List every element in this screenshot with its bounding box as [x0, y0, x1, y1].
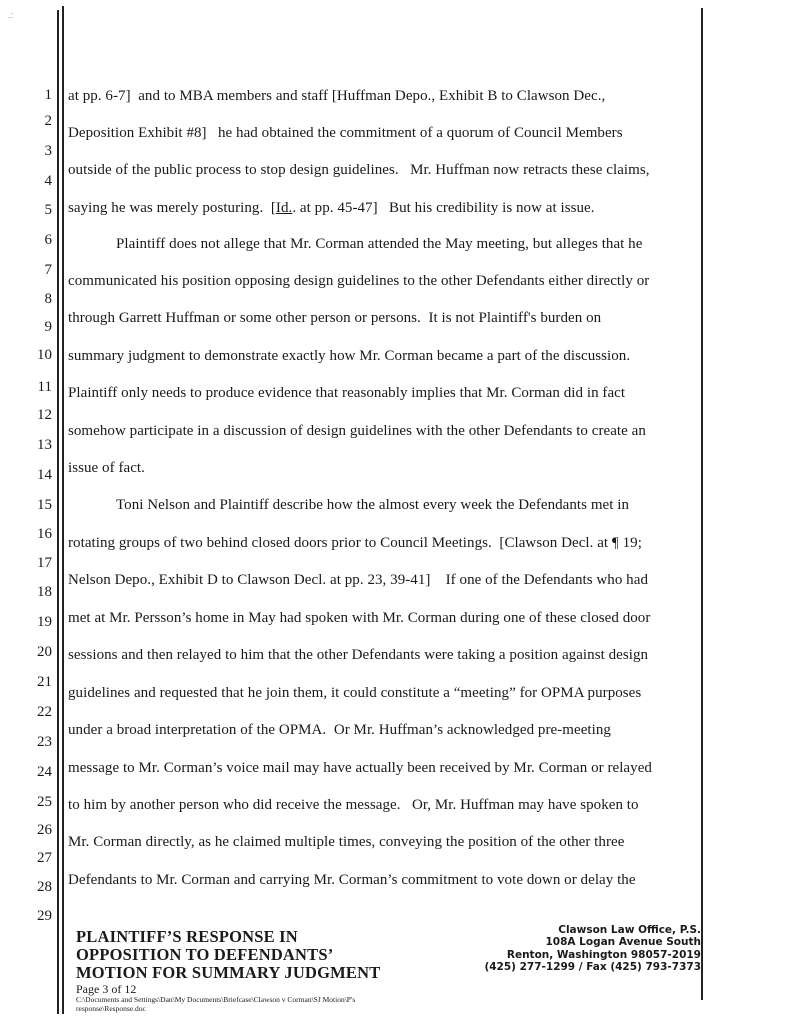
footer-title-line: MOTION FOR SUMMARY JUDGMENT	[76, 963, 381, 982]
line-number: 19	[37, 614, 52, 630]
line-number: 27	[37, 850, 52, 866]
body-line-paragraph-start: Toni Nelson and Plaintiff describe how the almost every week the Defendants met in	[116, 497, 630, 513]
line-number: 7	[44, 262, 52, 278]
body-line: Defendants to Mr. Corman and carrying Mr. Corman’s commitment to vote down or delay the	[68, 872, 636, 888]
line-number: 24	[37, 764, 52, 780]
line-number: 16	[37, 526, 52, 542]
line-number: 23	[37, 734, 52, 750]
line-number: 13	[37, 437, 52, 453]
body-line: Deposition Exhibit #8] he had obtained the commitment of a quorum of Council Members	[68, 125, 623, 141]
body-line-end: . at pp. 45-47] But his credibility is now at issue.	[292, 200, 595, 216]
line-number: 18	[37, 584, 52, 600]
line-number: 11	[37, 379, 52, 395]
footer-title-line: PLAINTIFF’S RESPONSE IN	[76, 927, 298, 946]
firm-city: Renton, Washington 98057-2019	[506, 948, 701, 961]
citation-id: Id.	[275, 200, 293, 216]
line-number: 1	[44, 87, 52, 103]
body-line: through Garrett Huffman or some other person or persons. It is not Plaintiff's burden on	[68, 310, 602, 326]
line-number: 29	[37, 908, 52, 924]
line-number: 17	[37, 555, 52, 571]
line-number: 15	[37, 497, 52, 513]
body-line: met at Mr. Persson’s home in May had spoken with Mr. Corman during one of these closed door	[68, 610, 651, 626]
body-line	[68, 201, 595, 216]
footer-page-number: Page 3 of 12	[76, 982, 137, 996]
body-line: rotating groups of two behind closed doors prior to Council Meetings. [Clawson Decl. at ¶ 19;	[68, 535, 642, 551]
line-number: 8	[44, 291, 52, 307]
body-line: sessions and then relayed to him that the other Defendants were taking a position against design	[68, 647, 649, 663]
scan-mark: .:	[8, 10, 14, 20]
line-number: 9	[44, 319, 52, 335]
body-line: under a broad interpretation of the OPMA. Or Mr. Huffman’s acknowledged pre-meeting	[68, 722, 611, 738]
body-line: Mr. Corman directly, as he claimed multiple times, conveying the position of the other three	[68, 834, 625, 850]
body-line: issue of fact.	[68, 460, 145, 476]
body-line: to him by another person who did receive the message. Or, Mr. Huffman may have spoken to	[68, 797, 639, 813]
line-number: 4	[44, 173, 52, 189]
line-number: 5	[44, 202, 52, 218]
line-number: 3	[44, 143, 52, 159]
firm-phone: (425) 277-1299 / Fax (425) 793-7373	[484, 960, 701, 973]
line-number: 10	[37, 347, 52, 363]
line-number: 26	[37, 822, 52, 838]
line-number: 25	[37, 794, 52, 810]
body-line: Nelson Depo., Exhibit D to Clawson Decl. at pp. 23, 39-41] If one of the Defendants who had	[68, 572, 648, 588]
line-number: 12	[37, 407, 52, 423]
right-margin-rule	[701, 8, 703, 1000]
footer-document-title	[76, 928, 380, 982]
body-line: somehow participate in a discussion of design guidelines with the other Defendants to create an	[68, 423, 646, 439]
body-line: communicated his position opposing design guidelines to the other Defendants either directly or	[68, 273, 650, 289]
body-line: Plaintiff only needs to produce evidence that reasonably implies that Mr. Corman did in fact	[68, 385, 626, 401]
body-line: outside of the public process to stop design guidelines. Mr. Huffman now retracts these claims,	[68, 162, 650, 178]
footer-firm-address	[484, 924, 701, 973]
body-line: summary judgment to demonstrate exactly how Mr. Corman became a part of the discussion.	[68, 348, 631, 364]
left-margin-rule-inner	[62, 6, 64, 1014]
body-line-paragraph-start: Plaintiff does not allege that Mr. Corman attended the May meeting, but alleges that he	[116, 236, 643, 252]
line-number: 6	[44, 232, 52, 248]
left-margin-rule-outer	[57, 10, 59, 1014]
line-number: 20	[37, 644, 52, 660]
line-number: 14	[37, 467, 52, 483]
body-line-start: saying he was merely posturing. [	[68, 200, 276, 216]
body-line: guidelines and requested that he join them, it could constitute a “meeting” for OPMA purposes	[68, 685, 642, 701]
firm-street: 108A Logan Avenue South	[545, 936, 701, 949]
line-number: 28	[37, 879, 52, 895]
line-number: 2	[44, 113, 52, 129]
footer-title-line: OPPOSITION TO DEFENDANTS’	[76, 945, 334, 964]
line-number: 22	[37, 704, 52, 720]
body-line: message to Mr. Corman’s voice mail may have actually been received by Mr. Corman or relayed	[68, 760, 652, 776]
firm-name: Clawson Law Office, P.S.	[558, 924, 701, 936]
line-number: 21	[37, 674, 52, 690]
footer-file-path: C:\Documents and Settings\Dan\My Documents\Briefcase\Clawson v Corman\SJ Motion\P's response\Response.doc	[76, 995, 356, 1013]
body-line: at pp. 6-7] and to MBA members and staff [Huffman Depo., Exhibit B to Clawson Dec.,	[68, 88, 606, 104]
